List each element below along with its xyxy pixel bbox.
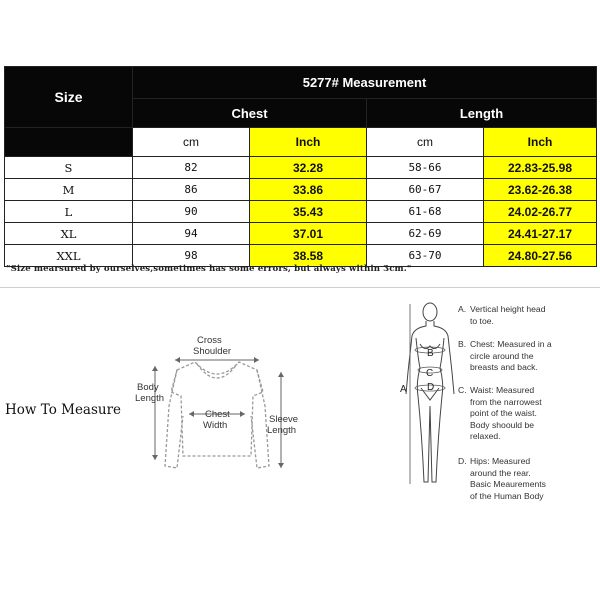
- label-a: A: [400, 384, 407, 395]
- chest-inch-cell: 32.28: [250, 157, 367, 179]
- body-length-label-2: Length: [135, 393, 165, 404]
- chest-cm-cell: 94: [133, 223, 250, 245]
- size-cell: XL: [5, 223, 133, 245]
- length-cm-cell: 61-68: [367, 201, 484, 223]
- section-divider: [0, 287, 600, 288]
- length-inch-cell: 23.62-26.38: [484, 179, 597, 201]
- definition-d: D. Hips: Measured around the rear. Basic Meaurements of the Human Body: [458, 456, 546, 501]
- length-header: Length: [367, 99, 597, 128]
- length-cm-header: cm: [367, 128, 484, 157]
- length-cm-cell: 58-66: [367, 157, 484, 179]
- chest-cm-cell: 82: [133, 157, 250, 179]
- chest-inch-cell: 38.58: [250, 245, 367, 267]
- chest-cm-header: cm: [133, 128, 250, 157]
- garment-diagram: [125, 326, 325, 486]
- size-header: Size: [5, 67, 133, 128]
- body-figure-diagram: [388, 296, 468, 496]
- definition-c: C. Waist: Measured from the narrowest point of the waist. Body shoould be relaxed.: [458, 385, 542, 442]
- definition-a: A. Vertical height head to toe.: [458, 304, 546, 326]
- chest-cm-cell: 90: [133, 201, 250, 223]
- length-inch-cell: 24.80-27.56: [484, 245, 597, 267]
- length-inch-cell: 22.83-25.98: [484, 157, 597, 179]
- chest-width-label-1: Chest: [205, 409, 230, 420]
- chest-inch-cell: 37.01: [250, 223, 367, 245]
- table-row: [5, 179, 597, 201]
- table-row: [5, 223, 597, 245]
- length-inch-header: Inch: [484, 128, 597, 157]
- chest-width-label-2: Width: [203, 420, 228, 431]
- chest-inch-cell: 35.43: [250, 201, 367, 223]
- length-cm-cell: 62-69: [367, 223, 484, 245]
- length-inch-cell: 24.02-26.77: [484, 201, 597, 223]
- how-to-measure-heading: How To Measure: [5, 402, 122, 418]
- length-inch-cell: 24.41-27.17: [484, 223, 597, 245]
- body-length-label-1: Body: [137, 382, 159, 393]
- size-cell: M: [5, 179, 133, 201]
- table-row: [5, 157, 597, 179]
- table-title: 5277# Measurement: [133, 67, 597, 99]
- chest-cm-cell: 86: [133, 179, 250, 201]
- label-c: C: [426, 368, 434, 379]
- size-chart-table: [4, 66, 597, 267]
- size-cell: XXL: [5, 245, 133, 267]
- length-cm-cell: 63-70: [367, 245, 484, 267]
- sleeve-length-label-1: Sleeve: [269, 414, 299, 425]
- definition-b: B. Chest: Measured in a circle around the breasts and back.: [458, 339, 552, 373]
- label-b: B: [427, 348, 434, 359]
- chest-inch-header: Inch: [250, 128, 367, 157]
- size-cell: L: [5, 201, 133, 223]
- size-cell: S: [5, 157, 133, 179]
- chest-header: Chest: [133, 99, 367, 128]
- measurement-note: "Size mearsured by ourselves,sometimes has some errors, but always within 3cm.": [6, 264, 412, 274]
- table-row: [5, 201, 597, 223]
- cross-shoulder-label-1: Cross: [197, 335, 222, 346]
- size-header-fill: [5, 128, 133, 157]
- chest-inch-cell: 33.86: [250, 179, 367, 201]
- label-d: D: [427, 382, 435, 393]
- length-cm-cell: 60-67: [367, 179, 484, 201]
- sleeve-length-label-2: Length: [267, 425, 297, 436]
- chest-cm-cell: 98: [133, 245, 250, 267]
- cross-shoulder-label-2: Shoulder: [193, 346, 232, 357]
